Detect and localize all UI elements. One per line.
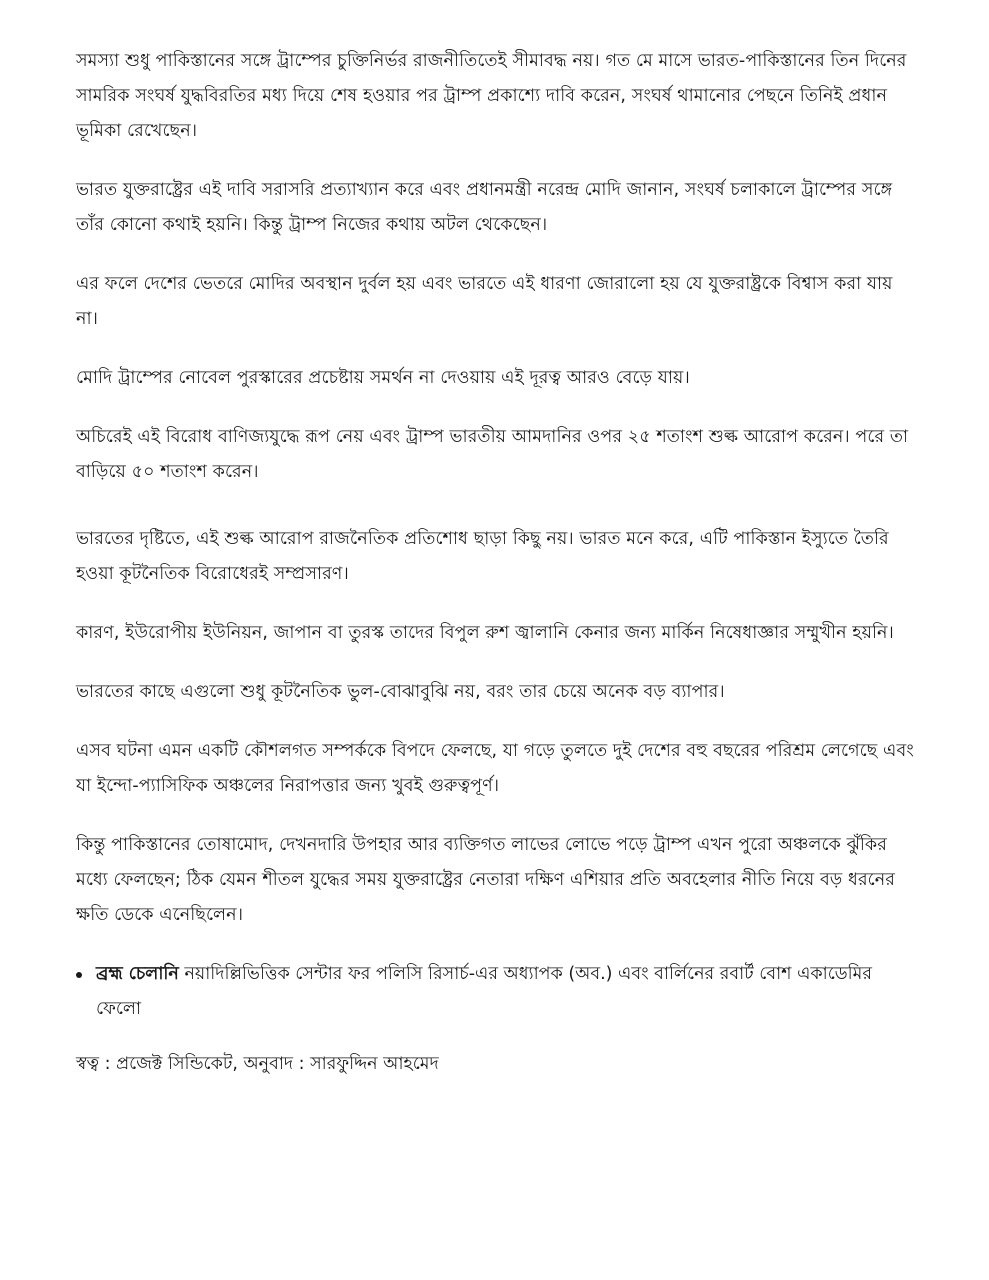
article-paragraph-2: ভারত যুক্তরাষ্ট্রের এই দাবি সরাসরি প্রত্যাখ্যান করে এবং প্রধানমন্ত্রী নরেন্দ্র মোদি জানান, সংঘর্ষ চলাকালে ট্রাম্পের সঙ্গে তাঁর কোনো কথাই হয়নি। কিন্তু ট্রাম্প নিজের কথায় অটল থেকেছেন। [76, 180, 893, 235]
bullet-icon [76, 972, 82, 978]
author-note [76, 957, 916, 1027]
article-body [76, 44, 916, 1082]
article-paragraph-3: এর ফলে দেশের ভেতরে মোদির অবস্থান দুর্বল হয় এবং ভারতে এই ধারণা জোরালো হয় যে যুক্তরাষ্ট্রকে বিশ্বাস করা যায় না। [76, 274, 893, 329]
article-paragraph-10: কিন্তু পাকিস্তানের তোষামোদ, দেখনদারি উপহার আর ব্যক্তিগত লাভের লোভে পড়ে ট্রাম্প এখন পুরো অঞ্চলকে ঝুঁকির মধ্যে ফেলছেন; ঠিক যেমন শীতল যুদ্ধের সময় যুক্তরাষ্ট্রের নেতারা দক্ষিণ এশিয়ার প্রতি অবহেলার নীতি নিয়ে বড় ধরনের ক্ষতি ডেকে এনেছিলেন। [76, 835, 895, 925]
article-paragraph-8: ভারতের কাছে এগুলো শুধু কূটনৈতিক ভুল-বোঝাবুঝি নয়, বরং তার চেয়ে অনেক বড় ব্যাপার। [76, 682, 725, 702]
article-paragraph-6: ভারতের দৃষ্টিতে, এই শুল্ক আরোপ রাজনৈতিক প্রতিশোধ ছাড়া কিছু নয়। ভারত মনে করে, এটি পাকিস্তান ইস্যুতে তৈরি হওয়া কূটনৈতিক বিরোধেরই সম্প্রসারণ। [76, 529, 889, 584]
author-name: ব্রহ্ম চেলানি [96, 964, 179, 984]
article-paragraph-7: কারণ, ইউরোপীয় ইউনিয়ন, জাপান বা তুরস্ক তাদের বিপুল রুশ জ্বালানি কেনার জন্য মার্কিন নিষেধাজ্ঞার সম্মুখীন হয়নি। [76, 623, 894, 643]
source-credit: স্বত্ব : প্রজেক্ট সিন্ডিকেট, অনুবাদ : সারফুদ্দিন আহমেদ [76, 1054, 439, 1074]
article-paragraph-9: এসব ঘটনা এমন একটি কৌশলগত সম্পর্ককে বিপদে ফেলছে, যা গড়ে তুলতে দুই দেশের বহু বছরের পরিশ্রম লেগেছে এবং যা ইন্দো-প্যাসিফিক অঞ্চলের নিরাপত্তার জন্য খুবই গুরুত্বপূর্ণ। [76, 741, 914, 796]
article-paragraph-5: অচিরেই এই বিরোধ বাণিজ্যযুদ্ধে রূপ নেয় এবং ট্রাম্প ভারতীয় আমদানির ওপর ২৫ শতাংশ শুল্ক আরোপ করেন। পরে তা বাড়িয়ে ৫০ শতাংশ করেন। [76, 427, 909, 482]
author-bio: নয়াদিল্লিভিত্তিক সেন্টার ফর পলিসি রিসার্চ-এর অধ্যাপক (অব.) এবং বার্লিনের রবার্ট বোশ একাডেমির ফেলো [96, 964, 872, 1019]
article-paragraph-4: মোদি ট্রাম্পের নোবেল পুরস্কারের প্রচেষ্টায় সমর্থন না দেওয়ায় এই দূরত্ব আরও বেড়ে যায়। [76, 368, 690, 388]
author-note-list [76, 957, 916, 1027]
article-paragraph-1: সমস্যা শুধু পাকিস্তানের সঙ্গে ট্রাম্পের চুক্তিনির্ভর রাজনীতিতেই সীমাবদ্ধ নয়। গত মে মাসে ভারত-পাকিস্তানের তিন দিনের সামরিক সংঘর্ষ যুদ্ধবিরতির মধ্য দিয়ে শেষ হওয়ার পর ট্রাম্প প্রকাশ্যে দাবি করেন, সংঘর্ষ থামানোর পেছনে তিনিই প্রধান ভূমিকা রেখেছেন। [76, 51, 907, 141]
